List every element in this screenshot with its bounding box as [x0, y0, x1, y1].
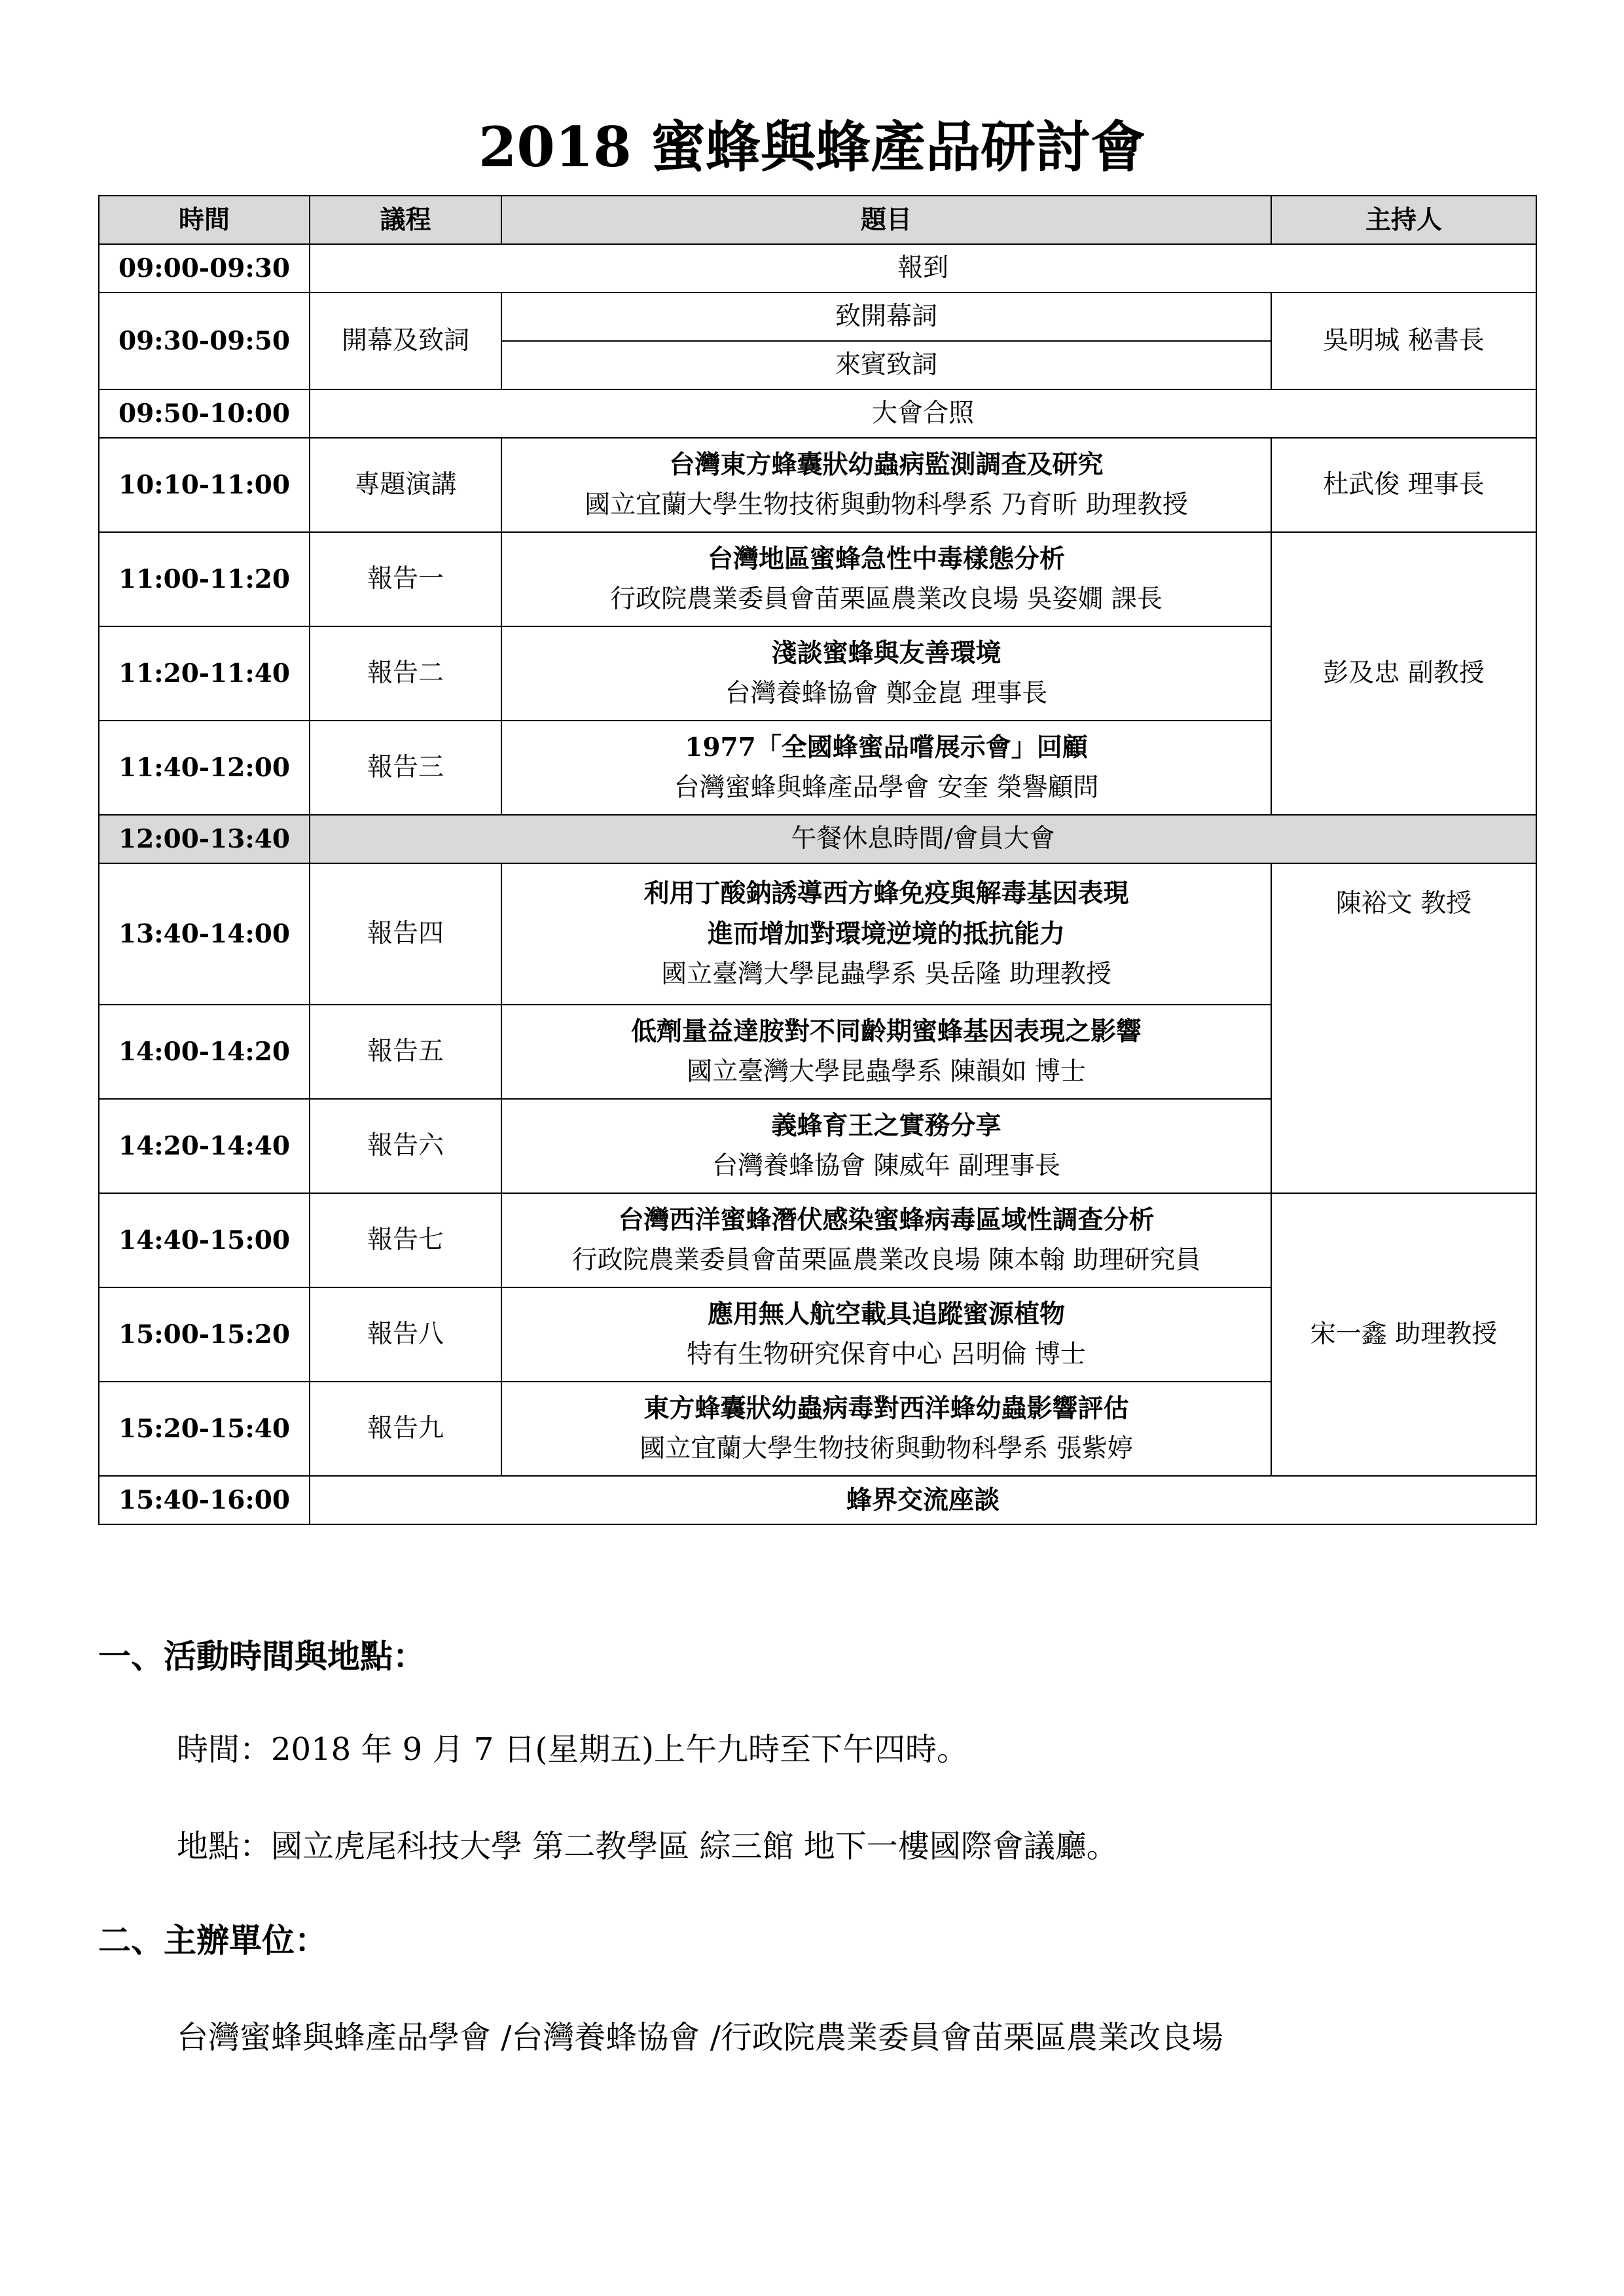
- agenda-cell: 報告八: [310, 1287, 501, 1382]
- event-time: 時間：2018 年 9 月 7 日(星期五)上午九時至下午四時。: [177, 1731, 968, 1768]
- time-cell: 11:20-11:40: [99, 626, 310, 721]
- time-cell: 09:50-10:00: [99, 389, 310, 438]
- header-row: [99, 196, 1536, 244]
- topic-cell: [501, 721, 1271, 815]
- talk-title: 淺談蜜蜂與友善環境: [771, 638, 1001, 668]
- host-cell: 陳裕文 教授: [1271, 863, 1536, 1193]
- topic-cell: [501, 1099, 1271, 1193]
- table-row: [99, 293, 1536, 341]
- event-place: 地點：國立虎尾科技大學 第二教學區 綜三館 地下一樓國際會議廳。: [177, 1828, 1118, 1865]
- topic-cell: [501, 863, 1271, 1005]
- agenda-cell: 專題演講: [310, 438, 501, 532]
- time-cell: 11:40-12:00: [99, 721, 310, 815]
- agenda-cell: 報告三: [310, 721, 501, 815]
- time-cell: 15:00-15:20: [99, 1287, 310, 1382]
- time-cell: 09:30-09:50: [99, 293, 310, 389]
- table-row: [99, 438, 1536, 532]
- time-cell: 14:20-14:40: [99, 1099, 310, 1193]
- talk-speaker: 台灣養蜂協會 陳威年 副理事長: [712, 1151, 1060, 1181]
- talk-title: 利用丁酸鈉誘導西方蜂免疫與解毒基因表現: [643, 878, 1129, 908]
- time-cell: 09:00-09:30: [99, 244, 310, 293]
- time-cell: 13:40-14:00: [99, 863, 310, 1005]
- host-cell: 彭及忠 副教授: [1271, 532, 1536, 815]
- table-row: [99, 863, 1536, 1005]
- agenda-cell: 報告九: [310, 1382, 501, 1476]
- table-row: [99, 244, 1536, 293]
- talk-title: 1977「全國蜂蜜品嚐展示會」回顧: [685, 732, 1088, 762]
- time-cell: 14:00-14:20: [99, 1005, 310, 1099]
- topic-cell: 致開幕詞: [501, 293, 1271, 341]
- talk-title: 東方蜂囊狀幼蟲病毒對西洋蜂幼蟲影響評估: [643, 1393, 1129, 1424]
- table-row: [99, 389, 1536, 438]
- topic-cell: [501, 532, 1271, 626]
- talk-title-line2: 進而增加對環境逆境的抵抗能力: [707, 919, 1065, 949]
- topic-cell: 蜂界交流座談: [310, 1476, 1536, 1524]
- talk-speaker: 台灣養蜂協會 鄭金崑 理事長: [725, 679, 1048, 708]
- talk-speaker: 行政院農業委員會苗栗區農業改良場 陳本翰 助理研究員: [571, 1246, 1201, 1275]
- section-heading-time-place: 一、活動時間與地點：: [98, 1637, 425, 1676]
- talk-title: 台灣西洋蜜蜂潛伏感染蜜蜂病毒區域性調查分析: [618, 1205, 1155, 1235]
- host-cell: 杜武俊 理事長: [1271, 438, 1536, 532]
- talk-speaker: 特有生物研究保育中心 呂明倫 博士: [687, 1340, 1086, 1369]
- topic-cell: 大會合照: [310, 389, 1536, 438]
- time-cell: 14:40-15:00: [99, 1193, 310, 1287]
- topic-cell: 來賓致詞: [501, 341, 1271, 389]
- time-cell: 10:10-11:00: [99, 438, 310, 532]
- topic-cell: [501, 1193, 1271, 1287]
- topic-cell: [501, 626, 1271, 721]
- talk-speaker: 行政院農業委員會苗栗區農業改良場 吳姿嫺 課長: [610, 584, 1163, 614]
- talk-title: 台灣地區蜜蜂急性中毒樣態分析: [707, 544, 1065, 574]
- talk-speaker: 國立臺灣大學昆蟲學系 陳韻如 博士: [687, 1057, 1086, 1086]
- talk-speaker: 國立宜蘭大學生物技術與動物科學系 張紫婷: [640, 1434, 1133, 1463]
- agenda-cell: 開幕及致詞: [310, 293, 501, 389]
- table-row: [99, 532, 1536, 626]
- host-cell: 吳明城 秘書長: [1271, 293, 1536, 389]
- topic-cell: [501, 1287, 1271, 1382]
- time-cell: 12:00-13:40: [99, 815, 310, 863]
- table-row: [99, 815, 1536, 863]
- schedule-table: [98, 195, 1537, 1525]
- table-row: [99, 1476, 1536, 1524]
- talk-speaker: 國立臺灣大學昆蟲學系 吳岳隆 助理教授: [661, 960, 1111, 989]
- talk-speaker: 台灣蜜蜂與蜂產品學會 安奎 榮譽顧問: [674, 773, 1099, 802]
- agenda-cell: 報告一: [310, 532, 501, 626]
- talk-title: 低劑量益達胺對不同齡期蜜蜂基因表現之影響: [630, 1016, 1142, 1047]
- topic-cell: 午餐休息時間/會員大會: [310, 815, 1536, 863]
- header-time: 時間: [99, 196, 310, 244]
- topic-cell: [501, 1382, 1271, 1476]
- talk-title: 應用無人航空載具追蹤蜜源植物: [707, 1299, 1065, 1329]
- agenda-cell: 報告五: [310, 1005, 501, 1099]
- agenda-cell: 報告四: [310, 863, 501, 1005]
- topic-cell: [501, 438, 1271, 532]
- talk-title: 義蜂育王之實務分享: [771, 1111, 1001, 1141]
- section-heading-organizers: 二、主辦單位：: [98, 1921, 327, 1960]
- header-agenda: 議程: [310, 196, 501, 244]
- topic-cell: [501, 1005, 1271, 1099]
- agenda-cell: 報告七: [310, 1193, 501, 1287]
- talk-title: 台灣東方蜂囊狀幼蟲病監測調查及研究: [669, 450, 1104, 480]
- topic-cell: 報到: [310, 244, 1536, 293]
- host-cell: 宋一鑫 助理教授: [1271, 1193, 1536, 1476]
- agenda-cell: 報告二: [310, 626, 501, 721]
- header-host: 主持人: [1271, 196, 1536, 244]
- time-cell: 15:40-16:00: [99, 1476, 310, 1524]
- agenda-cell: 報告六: [310, 1099, 501, 1193]
- talk-speaker: 國立宜蘭大學生物技術與動物科學系 乃育昕 助理教授: [585, 490, 1188, 520]
- table-row: [99, 1193, 1536, 1287]
- time-cell: 11:00-11:20: [99, 532, 310, 626]
- time-cell: 15:20-15:40: [99, 1382, 310, 1476]
- header-topic: 題目: [501, 196, 1271, 244]
- organizers-text: 台灣蜜蜂與蜂產品學會 /台灣養蜂協會 /行政院農業委員會苗栗區農業改良場: [177, 2019, 1223, 2056]
- document-title: 2018 蜜蜂與蜂產品研討會: [478, 115, 1146, 179]
